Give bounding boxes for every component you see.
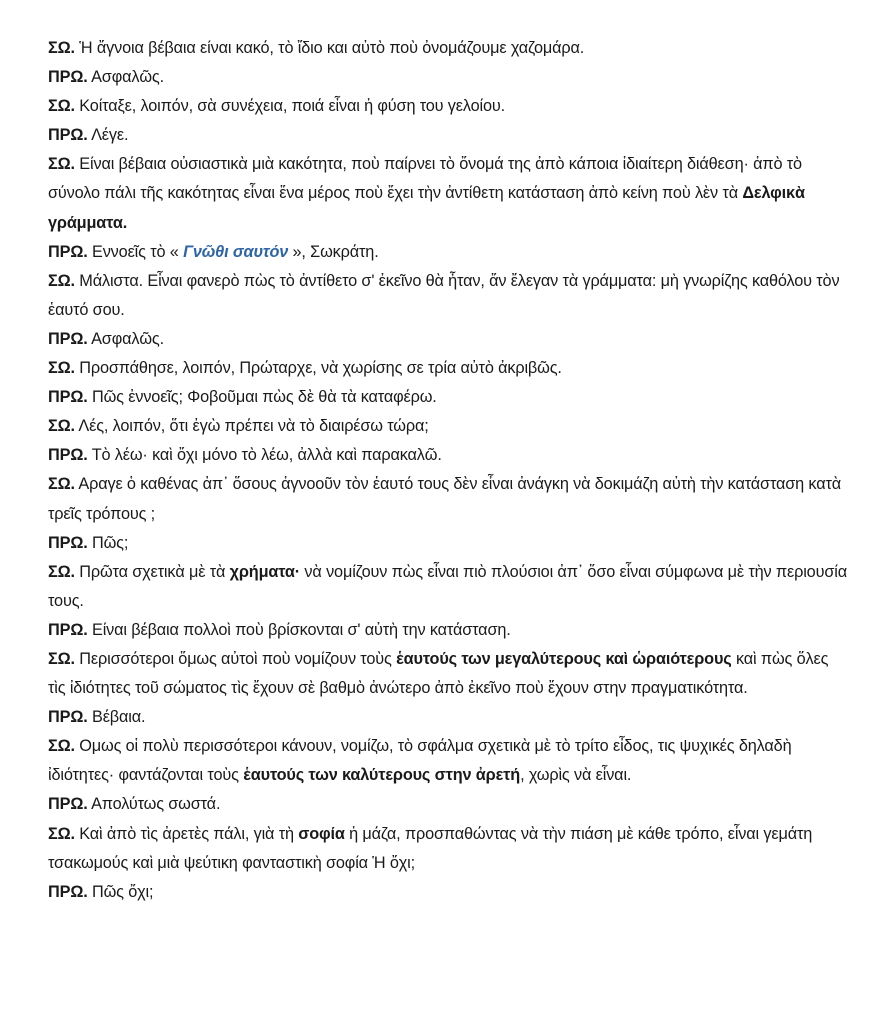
dialogue-text-segment: Πῶς ἐννοεῖς; Φοβοῦμαι πὼς δὲ θὰ τὰ καταφέρω. [87, 388, 437, 407]
dialogue-paragraph [48, 150, 848, 237]
dialogue-paragraph [48, 121, 848, 150]
dialogue-text-segment: », Σωκράτη. [288, 242, 379, 261]
dialogue-text-segment: ἡ μάζα, προσπαθώντας νὰ τὴν πιάση μὲ κάθε τρόπο, εἶναι γεμάτη τσακωμούς καὶ μιὰ ψεύτικη φανταστικὴ σοφία Ἡ ὄχι; [48, 824, 813, 872]
dialogue-text-segment: καὶ πὼς ὅλες τὶς ἰδιότητες τοῦ σώματος τὶς ἔχουν σὲ βαθμὸ ἀνώτερο ἀπὸ ἐκεῖνο ποὺ ἔχουν στην πραγματικότητα. [48, 649, 829, 698]
speaker-label: ΣΩ. [48, 97, 75, 116]
speaker-label: ΠΡΩ. [48, 446, 88, 465]
speaker-label: ΣΩ. [48, 737, 75, 756]
dialogue-text-segment: Βέβαια. [87, 708, 146, 727]
dialogue-paragraph [48, 703, 848, 732]
emphasis-text: σοφία [298, 824, 345, 843]
emphasis-text: ἑαυτούς των μεγαλύτερους καὶ ὡραιότερους [396, 649, 732, 668]
dialogue-paragraph [48, 878, 848, 907]
dialogue-text-segment: Πῶς ὄχι; [87, 882, 154, 901]
dialogue-paragraph [48, 441, 848, 470]
dialogue-text-segment: , χωρὶς νὰ εἶναι. [520, 766, 632, 785]
speaker-label: ΣΩ. [48, 824, 75, 843]
dialogue-text-segment: Είναι βέβαια πολλοὶ ποὺ βρίσκονται σ' αὐτὴ την κατάσταση. [87, 620, 511, 639]
dialogue-text-segment: Ασφαλῶς. [87, 68, 164, 87]
dialogue-paragraph [48, 63, 848, 92]
emphasis-text: χρήματα· [229, 562, 301, 581]
speaker-label: ΠΡΩ. [48, 388, 88, 407]
emphasis-text: Δελφικὰ γράμματα. [48, 184, 805, 232]
speaker-label: ΣΩ. [48, 475, 75, 494]
dialogue-text-segment: Απολύτως σωστά. [87, 795, 221, 814]
dialogue-paragraph [48, 616, 848, 645]
dialogue-text-segment: Λές, λοιπόν, ὅτι ἐγὼ πρέπει νὰ τὸ διαιρέσω τώρα; [74, 417, 429, 436]
dialogue-paragraph [48, 820, 848, 878]
quote-link[interactable]: Γνῶθι σαυτόν [183, 242, 289, 261]
speaker-label: ΣΩ. [48, 417, 75, 436]
speaker-label: ΠΡΩ. [48, 708, 88, 727]
dialogue-text [48, 34, 848, 907]
dialogue-text-segment: Λέγε. [87, 126, 129, 145]
speaker-label: ΣΩ. [48, 39, 75, 57]
dialogue-paragraph [48, 238, 848, 267]
dialogue-text-segment: Περισσότεροι ὅμως αὐτοὶ ποὺ νομίζουν τοὺς [74, 649, 397, 668]
dialogue-paragraph [48, 34, 848, 63]
dialogue-paragraph [48, 92, 848, 121]
speaker-label: ΣΩ. [48, 155, 75, 174]
speaker-label: ΣΩ. [48, 359, 75, 378]
dialogue-paragraph [48, 325, 848, 354]
dialogue-text-segment: Πῶς; [87, 533, 129, 552]
speaker-label: ΠΡΩ. [48, 533, 88, 552]
dialogue-paragraph [48, 558, 848, 616]
dialogue-text-segment: Αραγε ὁ καθένας ἀπ᾽ ὅσους ἀγνοοῦν τὸν ἑαυτό τους δὲν εἶναι ἀνάγκη νὰ δοκιμάζη αὐτὴ τὴν κατάσταση κατὰ τρεῖς τρόπους ; [48, 475, 842, 523]
speaker-label: ΣΩ. [48, 562, 75, 581]
dialogue-text-segment: Εννοεῖς τὸ « [87, 242, 184, 261]
dialogue-paragraph [48, 383, 848, 412]
dialogue-text-segment: Τὸ λέω· καὶ ὄχι μόνο τὸ λέω, ἀλλὰ καὶ παρακαλῶ. [87, 446, 442, 465]
speaker-label: ΠΡΩ. [48, 126, 88, 145]
speaker-label: ΠΡΩ. [48, 68, 88, 87]
dialogue-paragraph [48, 732, 848, 790]
emphasis-text: ἑαυτούς των καλύτερους στην ἀρετή [243, 766, 521, 785]
dialogue-text-segment: Ασφαλῶς. [87, 329, 164, 348]
dialogue-text-segment: Είναι βέβαια οὐσιαστικὰ μιὰ κακότητα, ποὺ παίρνει τὸ ὄνομά της ἀπὸ κάποια ἰδιαίτερη διάθεση· ἀπὸ τὸ σύνολο πάλι τῆς κακότητας εἶναι ἕνα μέρος ποὺ ἔχει τὴν ἀντίθετη κατάσταση ἀπὸ κείνη ποὺ λὲν τὰ [48, 155, 802, 203]
dialogue-paragraph [48, 529, 848, 558]
dialogue-text-segment: Κοίταξε, λοιπόν, σὰ συνέχεια, ποιά εἶναι ἡ φύση του γελοίου. [74, 97, 506, 116]
dialogue-paragraph [48, 354, 848, 383]
speaker-label: ΣΩ. [48, 271, 75, 290]
speaker-label: ΠΡΩ. [48, 882, 88, 901]
dialogue-text-segment: Μάλιστα. Εἶναι φανερὸ πὼς τὸ ἀντίθετο σ' ἐκεῖνο θὰ ἦταν, ἄν ἔλεγαν τὰ γράμματα: μὴ γνωρίζης καθόλου τὸν ἑαυτό σου. [48, 271, 840, 319]
speaker-label: ΠΡΩ. [48, 242, 88, 261]
dialogue-text-segment: Καὶ ἀπὸ τὶς ἀρετὲς πάλι, γιὰ τὴ [74, 824, 299, 843]
dialogue-text-segment: Πρῶτα σχετικὰ μὲ τὰ [74, 562, 230, 581]
speaker-label: ΠΡΩ. [48, 620, 88, 639]
dialogue-paragraph [48, 267, 848, 325]
dialogue-text-segment: Ομως οἱ πολὺ περισσότεροι κάνουν, νομίζω, τὸ σφάλμα σχετικὰ μὲ τὸ τρίτο εἶδος, τις ψυχικές δηλαδὴ ἰδιότητες· φαντάζονται τοὺς [48, 737, 792, 785]
speaker-label: ΠΡΩ. [48, 329, 88, 348]
dialogue-paragraph [48, 790, 848, 819]
dialogue-text-segment: νὰ νομίζουν πὼς εἶναι πιὸ πλούσιοι ἀπ᾽ ὅσο εἶναι σύμφωνα μὲ τὴν περιουσία τους. [48, 562, 847, 610]
dialogue-paragraph [48, 645, 848, 703]
dialogue-paragraph [48, 412, 848, 441]
dialogue-paragraph [48, 470, 848, 528]
speaker-label: ΣΩ. [48, 649, 75, 668]
speaker-label: ΠΡΩ. [48, 795, 88, 814]
dialogue-text-segment: Προσπάθησε, λοιπόν, Πρώταρχε, νὰ χωρίσης σε τρία αὐτὸ ἀκριβῶς. [74, 359, 562, 378]
dialogue-text-segment: Ἡ ἄγνοια βέβαια είναι κακό, τὸ ἴδιο και αὐτὸ ποὺ ὀνομάζουμε χαζομάρα. [74, 39, 585, 57]
